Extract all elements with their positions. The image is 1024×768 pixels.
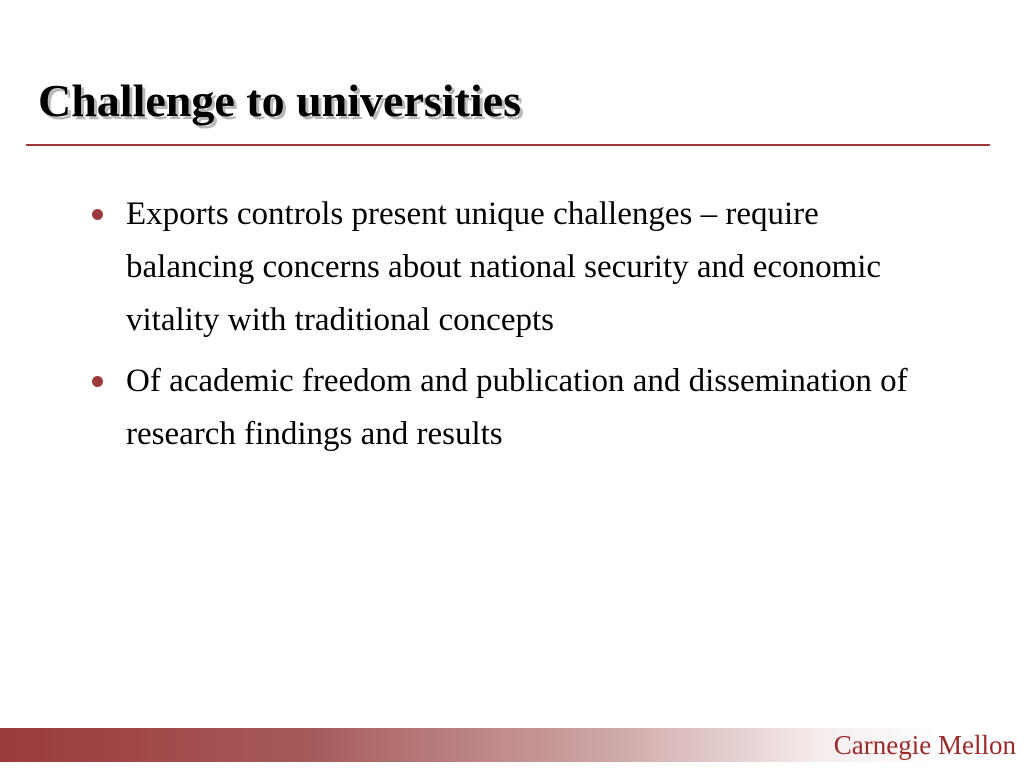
bullet-item — [90, 355, 950, 461]
bullet-text: Exports controls present unique challenges – require balancing concerns about national security and economic vitality with traditional concepts — [126, 196, 882, 338]
bullet-icon — [92, 209, 103, 220]
slide-title: Challenge to universities — [38, 75, 521, 126]
bullet-icon — [92, 376, 103, 387]
bullet-list — [90, 188, 950, 469]
footer-logo: Carnegie Mellon — [833, 730, 1016, 760]
title-divider — [26, 144, 990, 146]
bullet-text: Of academic freedom and publication and dissemination of research findings and results — [126, 363, 908, 452]
bullet-item — [90, 188, 950, 347]
